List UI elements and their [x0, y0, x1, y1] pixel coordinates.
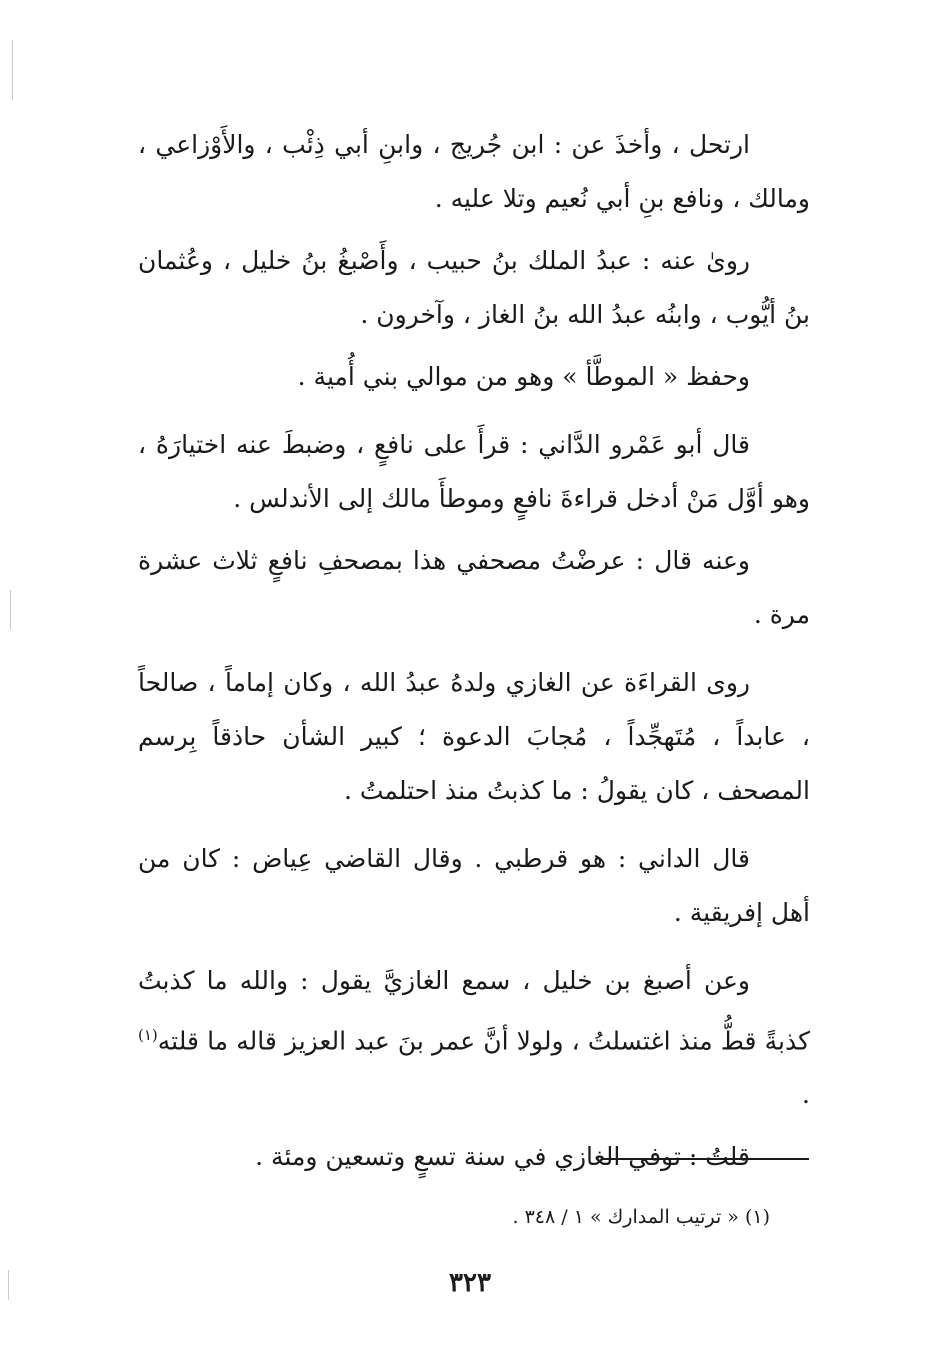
- scan-edge-mark: [12, 40, 13, 100]
- paragraph: [138, 954, 810, 1122]
- paragraph: ارتحل ، وأخذَ عن : ابن جُريج ، وابنِ أبي ذِئْب ، والأَوْزاعي ، ومالك ، ونافع بنِ أبي نُعيم وتلا عليه .: [138, 130, 810, 213]
- paragraph: وحفظ « الموطَّأ » وهو من موالي بني أُمية .: [297, 362, 750, 391]
- paragraph: روى القراءَة عن الغازي ولدهُ عبدُ الله ، وكان إماماً ، صالحاً ، عابداً ، مُتَهجِّداً ، مُجابَ الدعوة ؛ كبير الشأن حاذقاً بِرسم المصحف ، كان يقولُ : ما كذبتُ منذ احتلمتُ .: [138, 668, 810, 805]
- paragraph-text: وعن أصبغ بن خليل ، سمع الغازيَّ يقول : والله ما كذبتُ كذبةً قطُّ منذ اغتسلتُ ، ولولا أنَّ عمر بنَ عبد العزيز قاله ما قلته: [138, 966, 810, 1056]
- footnote-reference: (١): [138, 1026, 158, 1044]
- paragraph: قلتُ : توفي الغازي في سنة تسعٍ وتسعين ومئة .: [255, 1142, 750, 1172]
- paragraph: وعنه قال : عرضْتُ مصحفي هذا بمصحفِ نافعٍ ثلاث عشرة مرة .: [138, 546, 810, 629]
- paragraph: روىٰ عنه : عبدُ الملك بنُ حبيب ، وأَصْبغُ بنُ خليل ، وعُثمان بنُ أيُّوب ، وابنُه عبدُ الله بنُ الغاز ، وآخرون .: [138, 246, 810, 329]
- paragraph-tail: .: [802, 1080, 810, 1110]
- body-text: [138, 118, 810, 1184]
- paragraph: قال أبو عَمْرو الدَّاني : قرأَ على نافعٍ ، وضبطَ عنه اختيارَهُ ، وهو أوَّل مَنْ أدخل قراءةَ نافعٍ وموطأَ مالك إلى الأندلس .: [138, 430, 810, 513]
- paragraph: قال الداني : هو قرطبي . وقال القاضي عِياض : كان من أهل إفريقية .: [138, 844, 810, 927]
- page-number: ٣٢٣: [449, 1268, 491, 1298]
- footnote: (١) « ترتيب المدارك » ١ / ٣٤٨ .: [512, 1206, 770, 1228]
- footnote-separator: [603, 1158, 809, 1160]
- scan-edge-mark: [10, 590, 11, 630]
